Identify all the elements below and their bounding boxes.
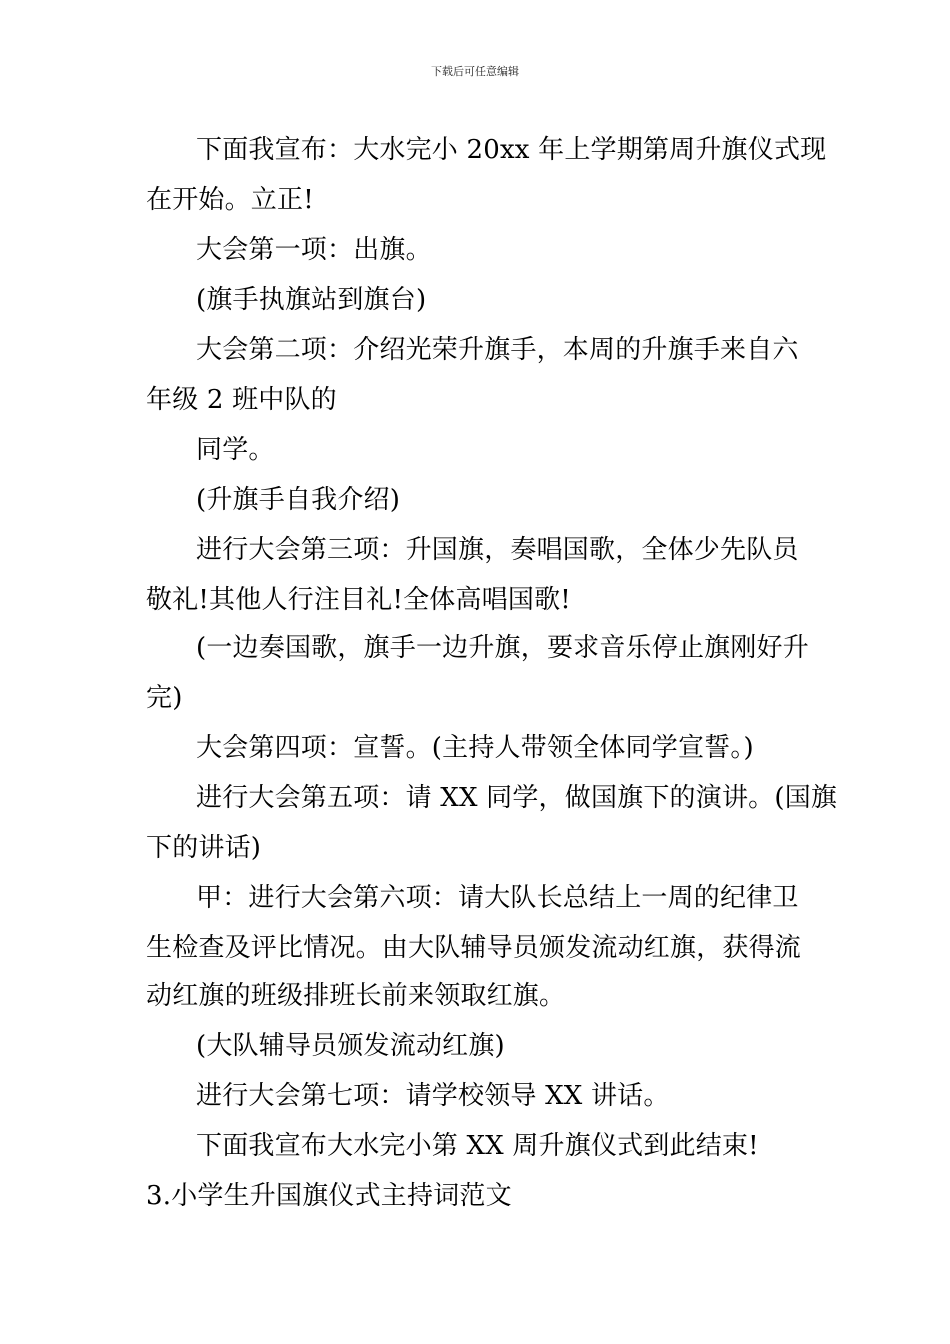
text-line: 下面我宣布大水完小第 XX 周升旗仪式到此结束! bbox=[196, 1131, 759, 1161]
text-line: 下的讲话) bbox=[146, 833, 262, 863]
text-line: 进行大会第三项：升国旗，奏唱国歌，全体少先队员 bbox=[196, 535, 799, 565]
text-line: 同学。 bbox=[196, 435, 275, 465]
text-line: 进行大会第七项：请学校领导 XX 讲话。 bbox=[196, 1081, 670, 1111]
text-line: 甲：进行大会第六项：请大队长总结上一周的纪律卫 bbox=[196, 883, 799, 913]
page-header: 下载后可任意编辑 bbox=[431, 65, 519, 78]
text-line: 生检查及评比情况。由大队辅导员颁发流动红旗，获得流 bbox=[146, 933, 802, 963]
text-line: 下面我宣布：大水完小 20xx 年上学期第周升旗仪式现 bbox=[196, 135, 827, 165]
text-line: 敬礼!其他人行注目礼!全体高唱国歌! bbox=[146, 585, 571, 615]
text-line: 年级 2 班中队的 bbox=[146, 385, 337, 415]
text-line: 完) bbox=[146, 683, 183, 713]
text-line: 进行大会第五项：请 XX 同学，做国旗下的演讲。(国旗 bbox=[196, 783, 838, 813]
text-line: (升旗手自我介绍) bbox=[196, 485, 401, 515]
section-heading: 3.小学生升国旗仪式主持词范文 bbox=[146, 1181, 512, 1211]
text-line: 大会第一项：出旗。 bbox=[196, 235, 432, 265]
text-line: (旗手执旗站到旗台) bbox=[196, 285, 427, 315]
text-line: 大会第二项：介绍光荣升旗手，本周的升旗手来自六 bbox=[196, 335, 799, 365]
text-line: 在开始。立正! bbox=[146, 185, 314, 215]
text-line: (一边奏国歌，旗手一边升旗，要求音乐停止旗刚好升 bbox=[196, 633, 809, 663]
text-line: (大队辅导员颁发流动红旗) bbox=[196, 1031, 505, 1061]
text-line: 大会第四项：宣誓。(主持人带领全体同学宣誓。) bbox=[196, 733, 754, 763]
text-line: 动红旗的班级排班长前来领取红旗。 bbox=[146, 981, 566, 1011]
